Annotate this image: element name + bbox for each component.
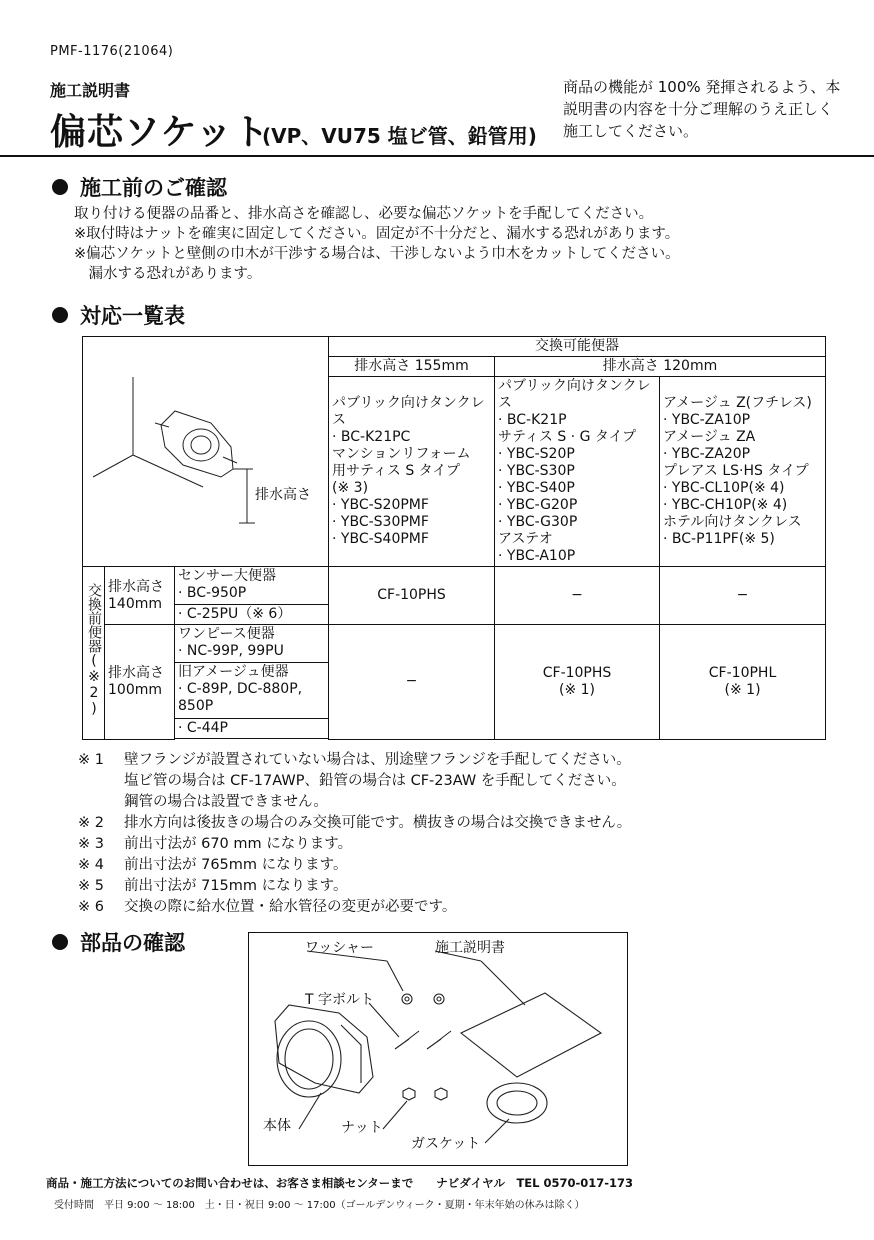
model-line: · YBC-S30PMF [332,514,429,530]
socket-installation-illustration [83,337,329,567]
footnote-line: 塩ビ管の場合は CF-17AWP、鉛管の場合は CF-23AW を手配してください。 [124,773,626,789]
model-line: · YBC-ZA10P [663,412,751,428]
model-line: (※ 3) [332,480,369,496]
section-precheck-heading [52,172,227,202]
footnote [78,834,631,855]
drain-height-label: 排水高さ [255,487,311,503]
washer-label: ワッシャー [305,940,375,956]
lead-text: 商品の機能が 100% 発揮されるよう、本説明書の内容を十分ご理解のうえ正しく施工してください。 [563,78,841,140]
model-line: · YBC-S20PMF [332,497,429,513]
value-140-120a: − [495,567,660,625]
section-title: 部品の確認 [80,931,185,955]
value-text: CF-10PHL [708,664,777,681]
parts-illustration [249,933,627,1165]
header-155mm: 排水高さ 155mm [329,357,495,377]
value-140-120b: − [660,567,826,625]
footnote-line: 前出寸法が 765mm になります。 [124,857,348,873]
model-line: · YBC-CL10P(※ 4) [663,480,785,496]
footnote-mark: ※ 5 [78,878,104,894]
value-100-120b [660,625,826,740]
footnote-line: 壁フランジが設置されていない場合は、別途壁フランジを手配してください。 [124,752,631,768]
footnote-line: 排水方向は後抜きの場合のみ交換可能です。横抜きの場合は交換できません。 [124,815,632,831]
footnote [78,876,631,897]
model-line: · BC-K21P [498,412,567,428]
diagram-cell [83,337,329,567]
section-title: 対応一覧表 [80,304,185,328]
model-line: · C-89P, DC-880P, [178,681,303,697]
model-line: · YBC-S30P [498,463,575,479]
model-line: アメージュ ZA [663,429,756,445]
model-line: · YBC-G20P [498,497,578,513]
header-120mm: 排水高さ 120mm [495,357,826,377]
models-120mm-b [660,377,826,567]
hours-line: 受付時間 平日 9:00 ～ 18:00 土・日・祝日 9:00 ～ 17:00（ゴールデンウィーク・夏期・年末年始の休みは除く） [54,1200,585,1211]
model-line: 用サティス S タイプ [332,463,460,479]
footnote-line: 前出寸法が 715mm になります。 [124,878,348,894]
models-100-c: · C-44P [175,719,329,739]
model-line: ワンピース便器 [178,626,275,642]
value-note: (※ 1) [559,681,596,698]
footnote-line: 前出寸法が 670 mm になります。 [124,836,353,852]
footnotes [78,750,631,918]
model-line: · BC-K21PC [332,429,411,445]
model-line: · YBC-G30P [498,514,578,530]
parts-box [248,932,628,1166]
height-100mm: 排水高さ 100mm [105,625,175,740]
body-label: 本体 [263,1118,291,1134]
model-line: 850P [178,698,214,714]
value-140-155: CF-10PHS [329,567,495,625]
model-line: · BC-950P [178,585,247,601]
model-line: プレアス LS·HS タイプ [663,463,809,479]
footnote-line: 交換の際に給水位置・給水管径の変更が必要です。 [124,899,457,915]
model-line: · BC-P11PF(※ 5) [663,531,775,547]
manual-sheet-shape [461,993,601,1077]
models-155mm [329,377,495,567]
value-note: (※ 1) [724,681,761,698]
nut-label: ナット [341,1120,383,1136]
document-number: PMF-1176(21064) [50,44,174,59]
compatibility-table [82,336,826,740]
side-label-cell [83,567,105,740]
model-line: ホテル向けタンクレス [663,514,802,530]
bullet-icon [52,934,68,950]
models-100-a [175,625,329,663]
header-exchangeable: 交換可能便器 [329,337,826,357]
footnote-mark: ※ 1 [78,752,104,768]
value-text: CF-10PHS [542,664,612,681]
bullet-icon [52,179,68,195]
footnote [78,855,631,876]
models-140-b: · C-25PU（※ 6） [175,605,329,625]
section-title: 施工前のご確認 [80,176,227,200]
footnote [78,750,631,813]
model-line: パブリック向けタンクレス [498,378,651,411]
model-line: · YBC-A10P [498,548,576,564]
model-line: アステオ [498,531,553,547]
model-line: パブリック向けタンクレス [332,395,485,428]
precheck-line: ※取付時はナットを確実に固定してください。固定が不十分だと、漏水する恐れがあります。 [74,226,680,242]
model-line: · YBC-CH10P(※ 4) [663,497,788,513]
models-120mm-a [495,377,660,567]
footnote [78,897,631,918]
value-100-155: − [329,625,495,740]
gasket-label: ガスケット [411,1136,481,1152]
model-line: センサー大便器 [178,568,276,584]
precheck-line: ※偏芯ソケットと壁側の巾木が干渉する場合は、干渉しないよう巾木をカットしてください。 [74,246,680,262]
side-label: 交換前便器(※2) [86,583,102,718]
footnote [78,813,631,834]
precheck-text [74,204,680,284]
page-subtitle: (VP、VU75 塩ビ管、鉛管用) [262,124,537,148]
model-line: · YBC-ZA20P [663,446,751,462]
footnote-mark: ※ 3 [78,836,104,852]
footnote-mark: ※ 2 [78,815,104,831]
footnote-mark: ※ 6 [78,899,104,915]
model-line: アメージュ Z(フチレス) [663,395,812,411]
model-line: · YBC-S20P [498,446,575,462]
precheck-line: 取り付ける便器の品番と、排水高さを確認し、必要な偏芯ソケットを手配してください。 [74,206,654,222]
tbolt-label: T 字ボルト [305,992,375,1008]
manual-label: 施工説明書 [435,940,505,956]
model-line: サティス S · G タイプ [498,429,637,445]
models-100-b [175,663,329,719]
footnote-mark: ※ 4 [78,857,104,873]
document-kind: 施工説明書 [50,81,131,100]
model-line: · YBC-S40P [498,480,575,496]
height-140mm: 排水高さ 140mm [105,567,175,625]
model-line: · NC-99P, 99PU [178,643,284,659]
footnote-line: 鋼管の場合は設置できません。 [124,794,328,810]
header-divider [0,155,874,157]
bullet-icon [52,307,68,323]
model-line: 旧アメージュ便器 [178,664,289,680]
model-line: · YBC-S40PMF [332,531,429,547]
value-100-120a [495,625,660,740]
contact-line: 商品・施工方法についてのお問い合わせは、お客さま相談センターまで ナビダイヤル TEL 0570-017-173 [46,1176,634,1190]
section-compat-heading [52,300,185,330]
section-parts-heading [52,927,185,957]
precheck-line: 漏水する恐れがあります。 [74,266,262,282]
model-line: マンションリフォーム [332,446,471,462]
page-title: 偏芯ソケット [50,112,270,153]
models-140-a [175,567,329,605]
